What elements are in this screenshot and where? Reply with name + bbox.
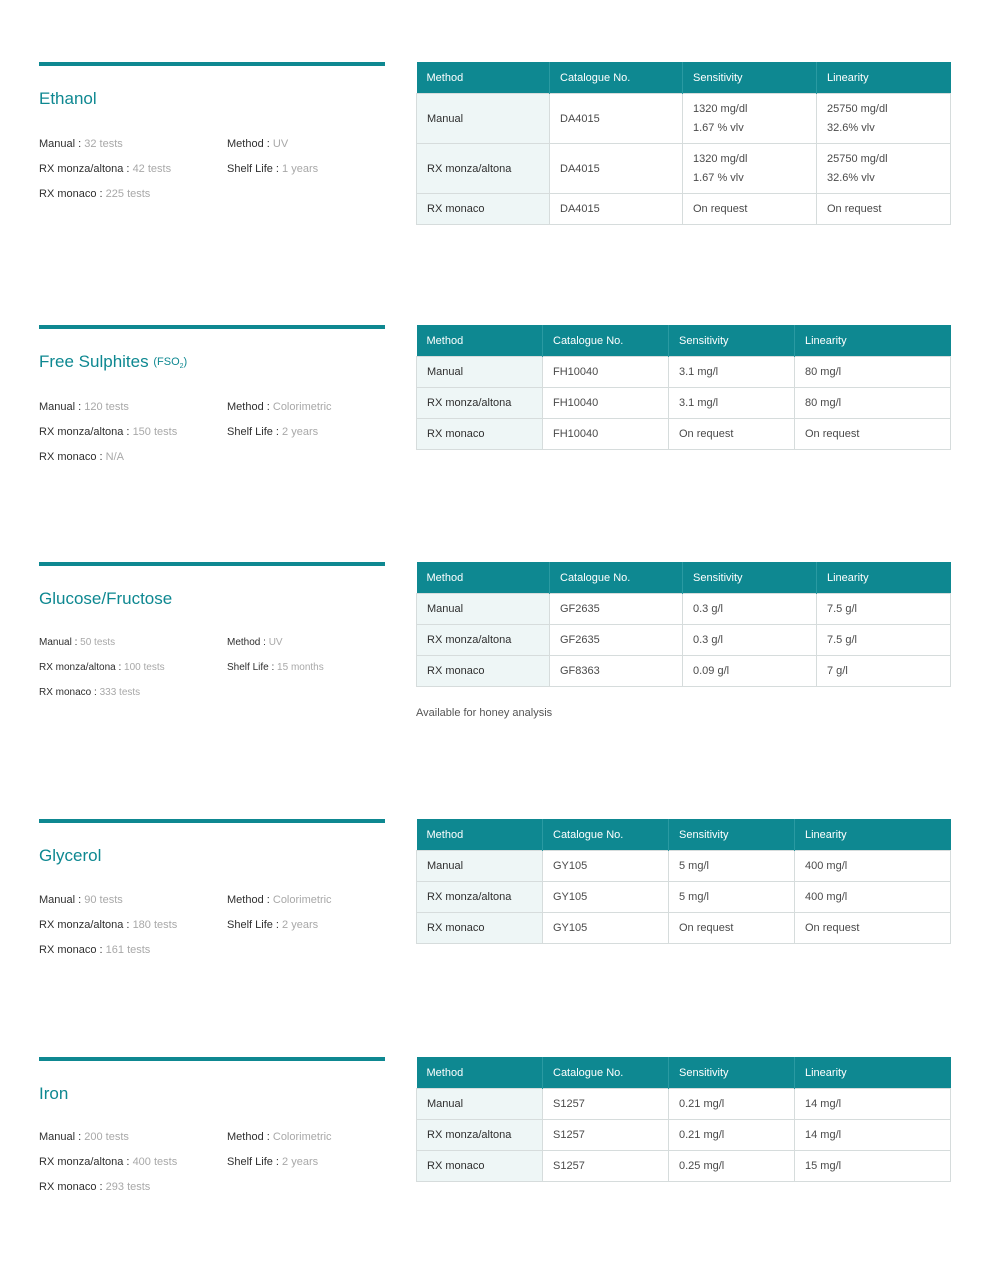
cell-sensitivity: 0.21 mg/l: [669, 1089, 795, 1120]
method-info: Method : Colorimetric: [227, 894, 332, 906]
product-title: Iron: [39, 1084, 69, 1103]
table-row: [417, 656, 951, 687]
cell-linearity: On request: [795, 913, 951, 944]
header-linearity: Linearity: [795, 325, 951, 357]
monaco-tests: RX monaco : 225 tests: [39, 188, 151, 200]
shelf-life-info: Shelf Life : 2 years: [227, 919, 319, 931]
shelf-life-info: Shelf Life : 15 months: [227, 662, 324, 673]
table-header-row: [417, 325, 951, 357]
cell-method: RX monaco: [417, 913, 543, 944]
cell-linearity: On request: [817, 194, 951, 225]
cell-sensitivity: 1320 mg/dl 1.67 % vlv: [683, 94, 817, 144]
monza-altona-tests: RX monza/altona : 400 tests: [39, 1156, 178, 1168]
cell-linearity: 80 mg/l: [795, 388, 951, 419]
monaco-tests: RX monaco : 333 tests: [39, 687, 141, 698]
table-row: [417, 357, 951, 388]
header-sensitivity: Sensitivity: [669, 1057, 795, 1089]
header-sensitivity: Sensitivity: [669, 325, 795, 357]
table-row: [417, 1151, 951, 1182]
monza-altona-tests: RX monza/altona : 42 tests: [39, 163, 172, 175]
header-sensitivity: Sensitivity: [683, 562, 817, 594]
cell-method: RX monza/altona: [417, 882, 543, 913]
product-info: [39, 1057, 385, 1105]
cell-sensitivity: 3.1 mg/l: [669, 357, 795, 388]
product-title: Glycerol: [39, 846, 102, 865]
cell-catalogue: DA4015: [550, 144, 683, 194]
spec-table: [416, 62, 951, 225]
cell-method: RX monaco: [417, 419, 543, 450]
header-linearity: Linearity: [795, 819, 951, 851]
table-row: [417, 194, 951, 225]
cell-sensitivity: 5 mg/l: [669, 882, 795, 913]
monaco-tests: RX monaco : 293 tests: [39, 1181, 151, 1193]
table-row: [417, 419, 951, 450]
monza-altona-tests: RX monza/altona : 150 tests: [39, 426, 178, 438]
cell-catalogue: S1257: [543, 1120, 669, 1151]
product-info: [39, 562, 385, 610]
cell-catalogue: GY105: [543, 913, 669, 944]
table-row: [417, 625, 951, 656]
cell-linearity: 25750 mg/dl 32.6% vlv: [817, 94, 951, 144]
cell-linearity: 7.5 g/l: [817, 594, 951, 625]
cell-sensitivity: 3.1 mg/l: [669, 388, 795, 419]
cell-catalogue: GF2635: [550, 594, 683, 625]
section-divider: [39, 325, 385, 329]
cell-linearity: 15 mg/l: [795, 1151, 951, 1182]
cell-catalogue: FH10040: [543, 357, 669, 388]
cell-method: RX monaco: [417, 656, 550, 687]
cell-catalogue: FH10040: [543, 419, 669, 450]
cell-linearity: 7 g/l: [817, 656, 951, 687]
spec-table: [416, 1057, 951, 1182]
cell-method: Manual: [417, 594, 550, 625]
table-row: [417, 1089, 951, 1120]
cell-method: RX monza/altona: [417, 144, 550, 194]
cell-method: RX monza/altona: [417, 388, 543, 419]
cell-method: Manual: [417, 1089, 543, 1120]
shelf-life-info: Shelf Life : 2 years: [227, 426, 319, 438]
spec-table: [416, 562, 951, 687]
header-linearity: Linearity: [817, 562, 951, 594]
cell-linearity: 80 mg/l: [795, 357, 951, 388]
header-method: Method: [417, 62, 550, 94]
cell-method: RX monza/altona: [417, 1120, 543, 1151]
product-title: Free Sulphites $(FSO_2)$: [39, 352, 188, 371]
header-method: Method: [417, 325, 543, 357]
cell-method: RX monaco: [417, 194, 550, 225]
header-sensitivity: Sensitivity: [669, 819, 795, 851]
cell-linearity: 14 mg/l: [795, 1120, 951, 1151]
spec-table: [416, 819, 951, 944]
formula-label: $(FSO_2)$: [153, 356, 188, 371]
cell-catalogue: GY105: [543, 851, 669, 882]
cell-catalogue: DA4015: [550, 194, 683, 225]
header-method: Method: [417, 562, 550, 594]
cell-sensitivity: 0.3 g/l: [683, 625, 817, 656]
table-row: [417, 882, 951, 913]
cell-sensitivity: On request: [669, 913, 795, 944]
cell-sensitivity: 0.09 g/l: [683, 656, 817, 687]
header-catalogue: Catalogue No.: [543, 819, 669, 851]
cell-linearity: 14 mg/l: [795, 1089, 951, 1120]
table-header-row: [417, 562, 951, 594]
method-info: Method : UV: [227, 138, 289, 150]
cell-linearity: 7.5 g/l: [817, 625, 951, 656]
cell-sensitivity: 0.25 mg/l: [669, 1151, 795, 1182]
table-row: [417, 144, 951, 194]
cell-sensitivity: On request: [669, 419, 795, 450]
manual-tests: Manual : 90 tests: [39, 894, 123, 906]
product-title: Glucose/Fructose: [39, 589, 173, 608]
header-method: Method: [417, 819, 543, 851]
spec-table: [416, 325, 951, 450]
cell-catalogue: S1257: [543, 1151, 669, 1182]
header-linearity: Linearity: [817, 62, 951, 94]
product-info: [39, 325, 385, 373]
header-catalogue: Catalogue No.: [550, 562, 683, 594]
cell-linearity: 25750 mg/dl 32.6% vlv: [817, 144, 951, 194]
cell-linearity: 400 mg/l: [795, 882, 951, 913]
cell-sensitivity: On request: [683, 194, 817, 225]
product-info: [39, 819, 385, 867]
cell-linearity: On request: [795, 419, 951, 450]
manual-tests: Manual : 50 tests: [39, 637, 116, 648]
cell-catalogue: GF2635: [550, 625, 683, 656]
monza-altona-tests: RX monza/altona : 180 tests: [39, 919, 178, 931]
monza-altona-tests: RX monza/altona : 100 tests: [39, 662, 165, 673]
method-info: Method : UV: [227, 637, 283, 648]
section-divider: [39, 562, 385, 566]
product-info: [39, 62, 385, 110]
table-header-row: [417, 1057, 951, 1089]
manual-tests: Manual : 200 tests: [39, 1131, 129, 1143]
cell-method: Manual: [417, 94, 550, 144]
manual-tests: Manual : 32 tests: [39, 138, 123, 150]
monaco-tests: RX monaco : N/A: [39, 451, 124, 463]
cell-method: RX monaco: [417, 1151, 543, 1182]
manual-tests: Manual : 120 tests: [39, 401, 129, 413]
table-row: [417, 913, 951, 944]
table-header-row: [417, 819, 951, 851]
section-divider: [39, 1057, 385, 1061]
shelf-life-info: Shelf Life : 2 years: [227, 1156, 319, 1168]
cell-sensitivity: 1320 mg/dl 1.67 % vlv: [683, 144, 817, 194]
cell-catalogue: DA4015: [550, 94, 683, 144]
cell-catalogue: GY105: [543, 882, 669, 913]
cell-method: RX monza/altona: [417, 625, 550, 656]
method-info: Method : Colorimetric: [227, 1131, 332, 1143]
table-note: Available for honey analysis: [416, 707, 553, 719]
table-row: [417, 594, 951, 625]
table-header-row: [417, 62, 951, 94]
table-row: [417, 1120, 951, 1151]
cell-sensitivity: 0.21 mg/l: [669, 1120, 795, 1151]
cell-linearity: 400 mg/l: [795, 851, 951, 882]
table-row: [417, 388, 951, 419]
shelf-life-info: Shelf Life : 1 years: [227, 163, 319, 175]
cell-method: Manual: [417, 357, 543, 388]
section-divider: [39, 819, 385, 823]
cell-sensitivity: 0.3 g/l: [683, 594, 817, 625]
cell-method: Manual: [417, 851, 543, 882]
header-catalogue: Catalogue No.: [543, 325, 669, 357]
cell-catalogue: GF8363: [550, 656, 683, 687]
cell-catalogue: FH10040: [543, 388, 669, 419]
header-catalogue: Catalogue No.: [550, 62, 683, 94]
header-catalogue: Catalogue No.: [543, 1057, 669, 1089]
header-linearity: Linearity: [795, 1057, 951, 1089]
monaco-tests: RX monaco : 161 tests: [39, 944, 151, 956]
method-info: Method : Colorimetric: [227, 401, 332, 413]
product-title: Ethanol: [39, 89, 97, 108]
cell-catalogue: S1257: [543, 1089, 669, 1120]
header-sensitivity: Sensitivity: [683, 62, 817, 94]
header-method: Method: [417, 1057, 543, 1089]
table-row: [417, 94, 951, 144]
table-row: [417, 851, 951, 882]
cell-sensitivity: 5 mg/l: [669, 851, 795, 882]
section-divider: [39, 62, 385, 66]
